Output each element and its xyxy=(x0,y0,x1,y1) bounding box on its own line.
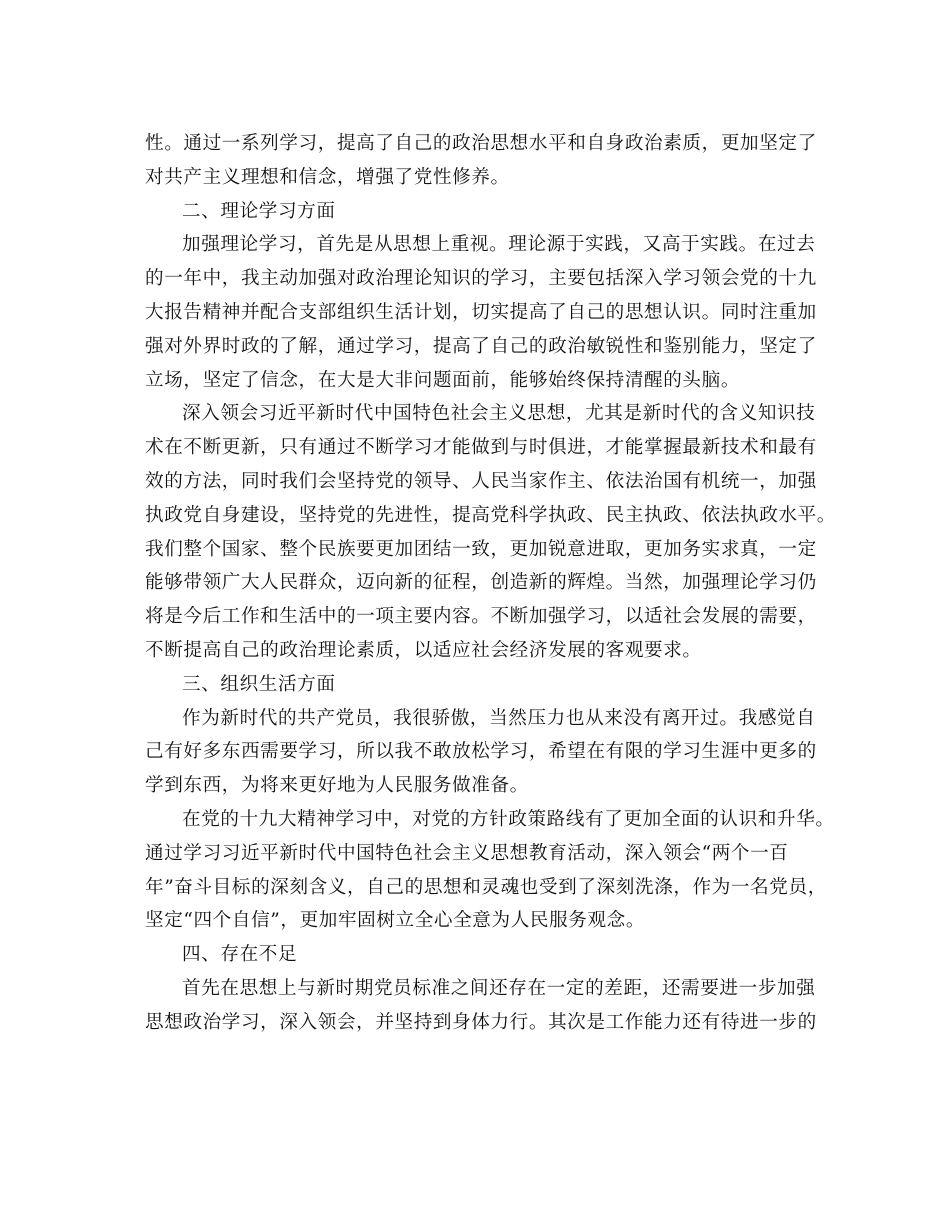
text-line: 的一年中，我主动加强对政治理论知识的学习，主要包括深入学习领会党的十九 xyxy=(145,268,817,290)
text-line: 大报告精神并配合支部组织生活计划，切实提高了自己的思想认识。同时注重加 xyxy=(145,301,817,323)
text-line: 二、理论学习方面 xyxy=(182,200,336,222)
text-line: 学到东西，为将来更好地为人民服务做准备。 xyxy=(145,775,529,797)
text-line: 性。通过一系列学习，提高了自己的政治思想水平和自身政治素质，更加坚定了 xyxy=(145,133,817,154)
text-line: 将是今后工作和生活中的一项主要内容。不断加强学习，以适社会发展的需要， xyxy=(145,606,817,628)
text-line: 深入领会习近平新时代中国特色社会主义思想，尤其是新时代的含义知识技 xyxy=(182,403,816,425)
text-line: 四、存在不足 xyxy=(182,944,298,966)
text-line: 能够带领广大人民群众，迈向新的征程，创造新的辉煌。当然，加强理论学习仍 xyxy=(145,572,817,594)
text-line: 立场，坚定了信念，在大是大非问题面前，能够始终保持清醒的头脑。 xyxy=(145,369,741,391)
text-line: 通过学习习近平新时代中国特色社会主义思想教育活动，深入领会“两个一百 xyxy=(145,842,789,864)
text-line: 执政党自身建设，坚持党的先进性，提高党科学执政、民主执政、依法执政水平。 xyxy=(145,504,836,526)
text-line: 思想政治学习，深入领会，并坚持到身体力行。其次是工作能力还有待进一步的 xyxy=(145,1011,817,1033)
text-line: 年”奋斗目标的深刻含义，自己的思想和灵魂也受到了深刻洗涤，作为一名党员， xyxy=(145,876,827,898)
text-line: 坚定“四个自信”，更加牢固树立全心全意为人民服务观念。 xyxy=(145,910,646,932)
text-line: 我们整个国家、整个民族要更加团结一致，更加锐意进取，更加务实求真，一定 xyxy=(145,538,817,560)
text-line: 己有好多东西需要学习，所以我不敢放松学习，希望在有限的学习生涯中更多的 xyxy=(145,741,817,763)
text-line: 在党的十九大精神学习中，对党的方针政策路线有了更加全面的认识和升华。 xyxy=(182,808,835,830)
document-body xyxy=(145,127,836,1040)
text-line: 强对外界时政的了解，通过学习，提高了自己的政治敏锐性和鉴别能力，坚定了 xyxy=(145,335,817,357)
text-line: 不断提高自己的政治理论素质，以适应社会经济发展的客观要求。 xyxy=(145,639,702,661)
text-line: 术在不断更新，只有通过不断学习才能做到与时俱进，才能掌握最新技术和最有 xyxy=(145,437,817,459)
text-line: 对共产主义理想和信念，增强了党性修养。 xyxy=(145,166,510,188)
text-line: 作为新时代的共产党员，我很骄傲，当然压力也从来没有离开过。我感觉自 xyxy=(182,707,816,729)
text-line: 首先在思想上与新时期党员标准之间还存在一定的差距，还需要进一步加强 xyxy=(182,977,816,999)
text-line: 三、组织生活方面 xyxy=(182,673,336,695)
text-line: 效的方法，同时我们会坚持党的领导、人民当家作主、依法治国有机统一，加强 xyxy=(145,470,817,492)
text-line: 加强理论学习，首先是从思想上重视。理论源于实践，又高于实践。在过去 xyxy=(182,234,816,256)
